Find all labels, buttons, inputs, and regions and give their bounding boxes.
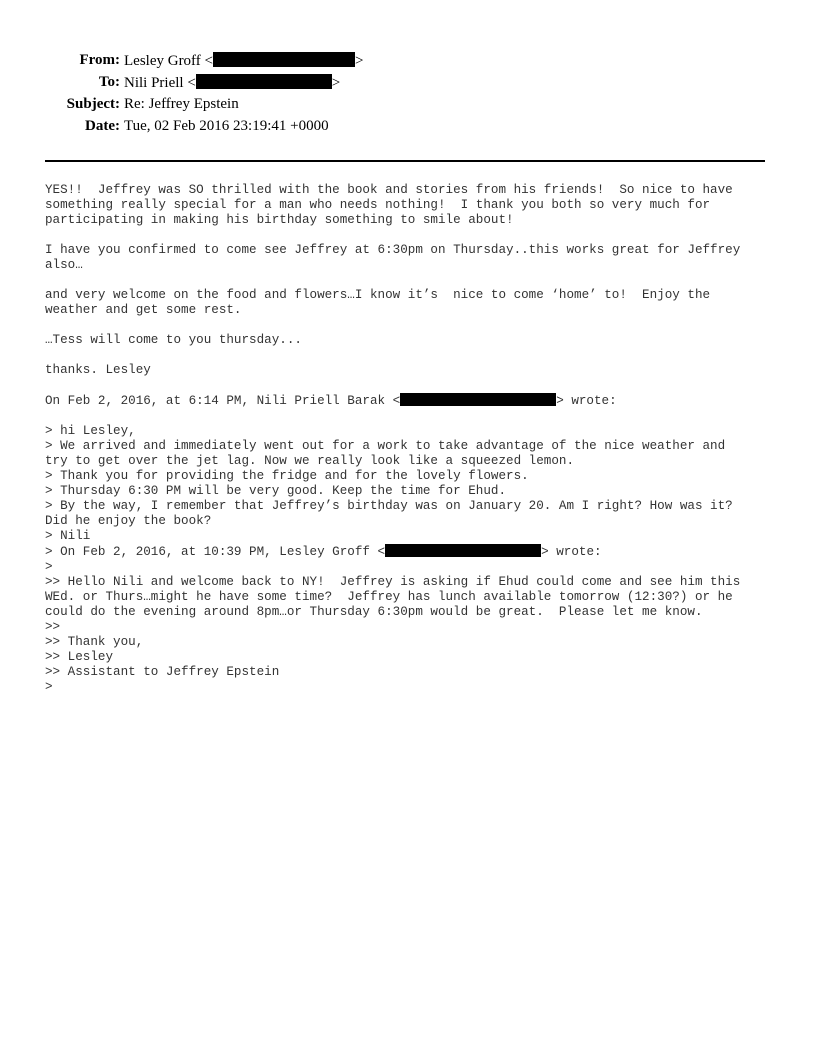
quoted-attribution: > On Feb 2, 2016, at 10:39 PM, Lesley Groff <	[45, 545, 386, 559]
quoted-line: > Thursday 6:30 PM will be very good. Keep the time for Ehud.	[45, 484, 507, 498]
reply-attribution	[45, 393, 770, 409]
body-line: participating in making his birthday something to smile about!	[45, 213, 514, 227]
from-name: Lesley Groff <	[124, 53, 213, 69]
to-value	[124, 74, 340, 92]
signature: thanks. Lesley	[45, 363, 151, 377]
quoted-line: >> Thank you,	[45, 635, 144, 649]
quoted-line: >> Lesley	[45, 650, 114, 664]
header-divider	[45, 160, 765, 162]
quoted-line: WEd. or Thurs…might he have some time? Jeffrey has lunch available tomorrow (12:30?) or he	[45, 590, 733, 604]
paragraph-thanks	[45, 183, 770, 228]
quoted-line: > We arrived and immediately went out for a work to take advantage of the nice weather and	[45, 439, 726, 453]
attribution-text: On Feb 2, 2016, at 6:14 PM, Nili Priell Barak <	[45, 394, 401, 408]
quoted-line: >> Assistant to Jeffrey Epstein	[45, 665, 280, 679]
subject-label: Subject:	[66, 96, 120, 112]
redaction-box	[385, 544, 541, 557]
body-line: I have you confirmed to come see Jeffrey at 6:30pm on Thursday..this works great for Jeffrey	[45, 243, 741, 257]
quoted-line: Did he enjoy the book?	[45, 514, 212, 528]
from-value	[124, 52, 363, 70]
email-header	[0, 52, 816, 140]
quoted-line: could do the evening around 8pm…or Thursday 6:30pm would be great. Please let me know.	[45, 605, 703, 619]
to-bracket: >	[331, 75, 341, 91]
redaction-box	[400, 393, 556, 406]
body-line: also…	[45, 258, 83, 272]
from-label: From:	[79, 52, 120, 68]
body-line: YES!! Jeffrey was SO thrilled with the book and stories from his friends! So nice to have	[45, 183, 733, 197]
quoted-line: > Nili	[45, 529, 91, 543]
from-bracket: >	[355, 53, 364, 69]
quoted-line: >> Hello Nili and welcome back to NY! Jeffrey is asking if Ehud could come and see him this	[45, 575, 741, 589]
date-row	[0, 118, 816, 140]
paragraph-welcome	[45, 288, 770, 318]
paragraph-confirmation	[45, 243, 770, 273]
subject-row	[0, 96, 816, 118]
to-label: To:	[98, 74, 120, 90]
quoted-line: > hi Lesley,	[45, 424, 136, 438]
quoted-line: > By the way, I remember that Jeffrey’s birthday was on January 20. Am I right? How was it?	[45, 499, 733, 513]
redaction-box	[213, 52, 355, 67]
quoted-line: > Thank you for providing the fridge and for the lovely flowers.	[45, 469, 529, 483]
from-row	[0, 52, 816, 74]
body-line: something really special for a man who needs nothing! I thank you both so very much for	[45, 198, 711, 212]
body-line: weather and get some rest.	[45, 303, 242, 317]
email-body	[45, 183, 770, 695]
to-row	[0, 74, 816, 96]
to-name: Nili Priell <	[124, 75, 196, 91]
quoted-line: >	[45, 560, 53, 574]
subject-value: Re: Jeffrey Epstein	[124, 96, 239, 112]
quoted-message	[45, 424, 770, 695]
quoted-line: >>	[45, 620, 61, 634]
paragraph-tess: …Tess will come to you thursday...	[45, 333, 302, 347]
attribution-suffix: > wrote:	[556, 394, 617, 408]
date-label: Date:	[85, 118, 120, 134]
date-value: Tue, 02 Feb 2016 23:19:41 +0000	[124, 118, 329, 134]
quoted-line: >	[45, 680, 53, 694]
body-line: and very welcome on the food and flowers…I know it’s nice to come ‘home’ to! Enjoy the	[45, 288, 711, 302]
quoted-attribution-suffix: > wrote:	[541, 545, 602, 559]
quoted-line: try to get over the jet lag. Now we really look like a squeezed lemon.	[45, 454, 575, 468]
redaction-box	[196, 74, 332, 89]
